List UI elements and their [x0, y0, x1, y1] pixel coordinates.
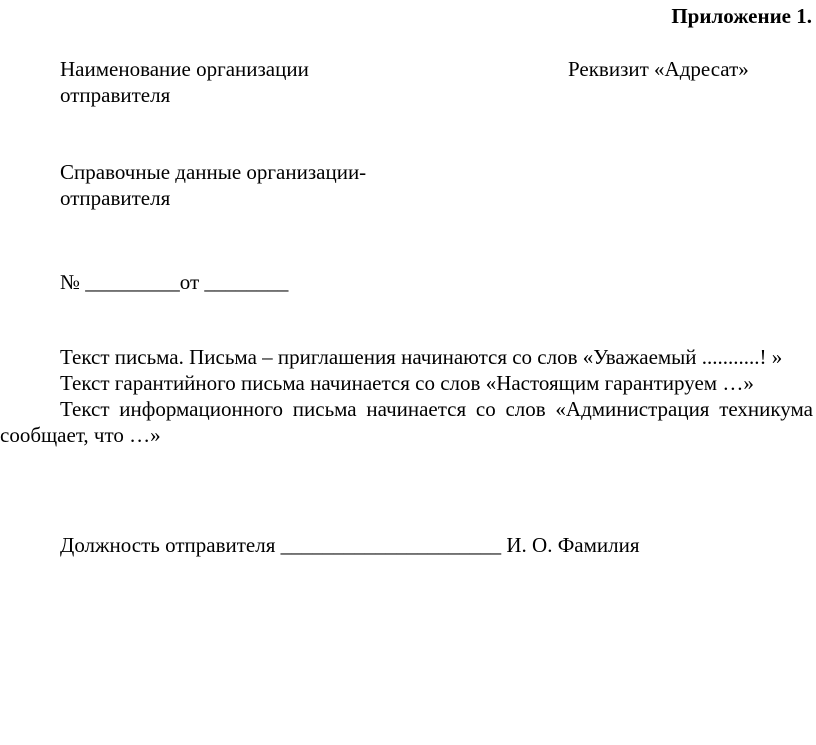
- paragraph-guarantee: Текст гарантийного письма начинается со слов «Настоящим гарантируем …»: [60, 371, 754, 395]
- appendix-label: Приложение 1.: [671, 4, 812, 28]
- reference-line-1: Справочные данные организации-: [60, 160, 367, 184]
- sender-reference-data: [60, 159, 420, 211]
- paragraph-information: Текст информационного письма начинается со слов «Администрация техникума сообщает, что …»: [0, 397, 813, 447]
- paragraph-invitation: Текст письма. Письма – приглашения начинаются со слов «Уважаемый ...........! »: [60, 345, 783, 369]
- addressee-requisite: Реквизит «Адресат»: [568, 57, 749, 81]
- letter-body: [0, 344, 813, 448]
- signature-line: Должность отправителя _____________________ И. О. Фамилия: [60, 533, 640, 557]
- sender-organization-name: [60, 56, 390, 108]
- reference-line-2: отправителя: [60, 186, 171, 210]
- document-number-date-line: № _________от ________: [60, 270, 289, 294]
- sender-name-line-1: Наименование организации: [60, 57, 309, 81]
- sender-name-line-2: отправителя: [60, 83, 171, 107]
